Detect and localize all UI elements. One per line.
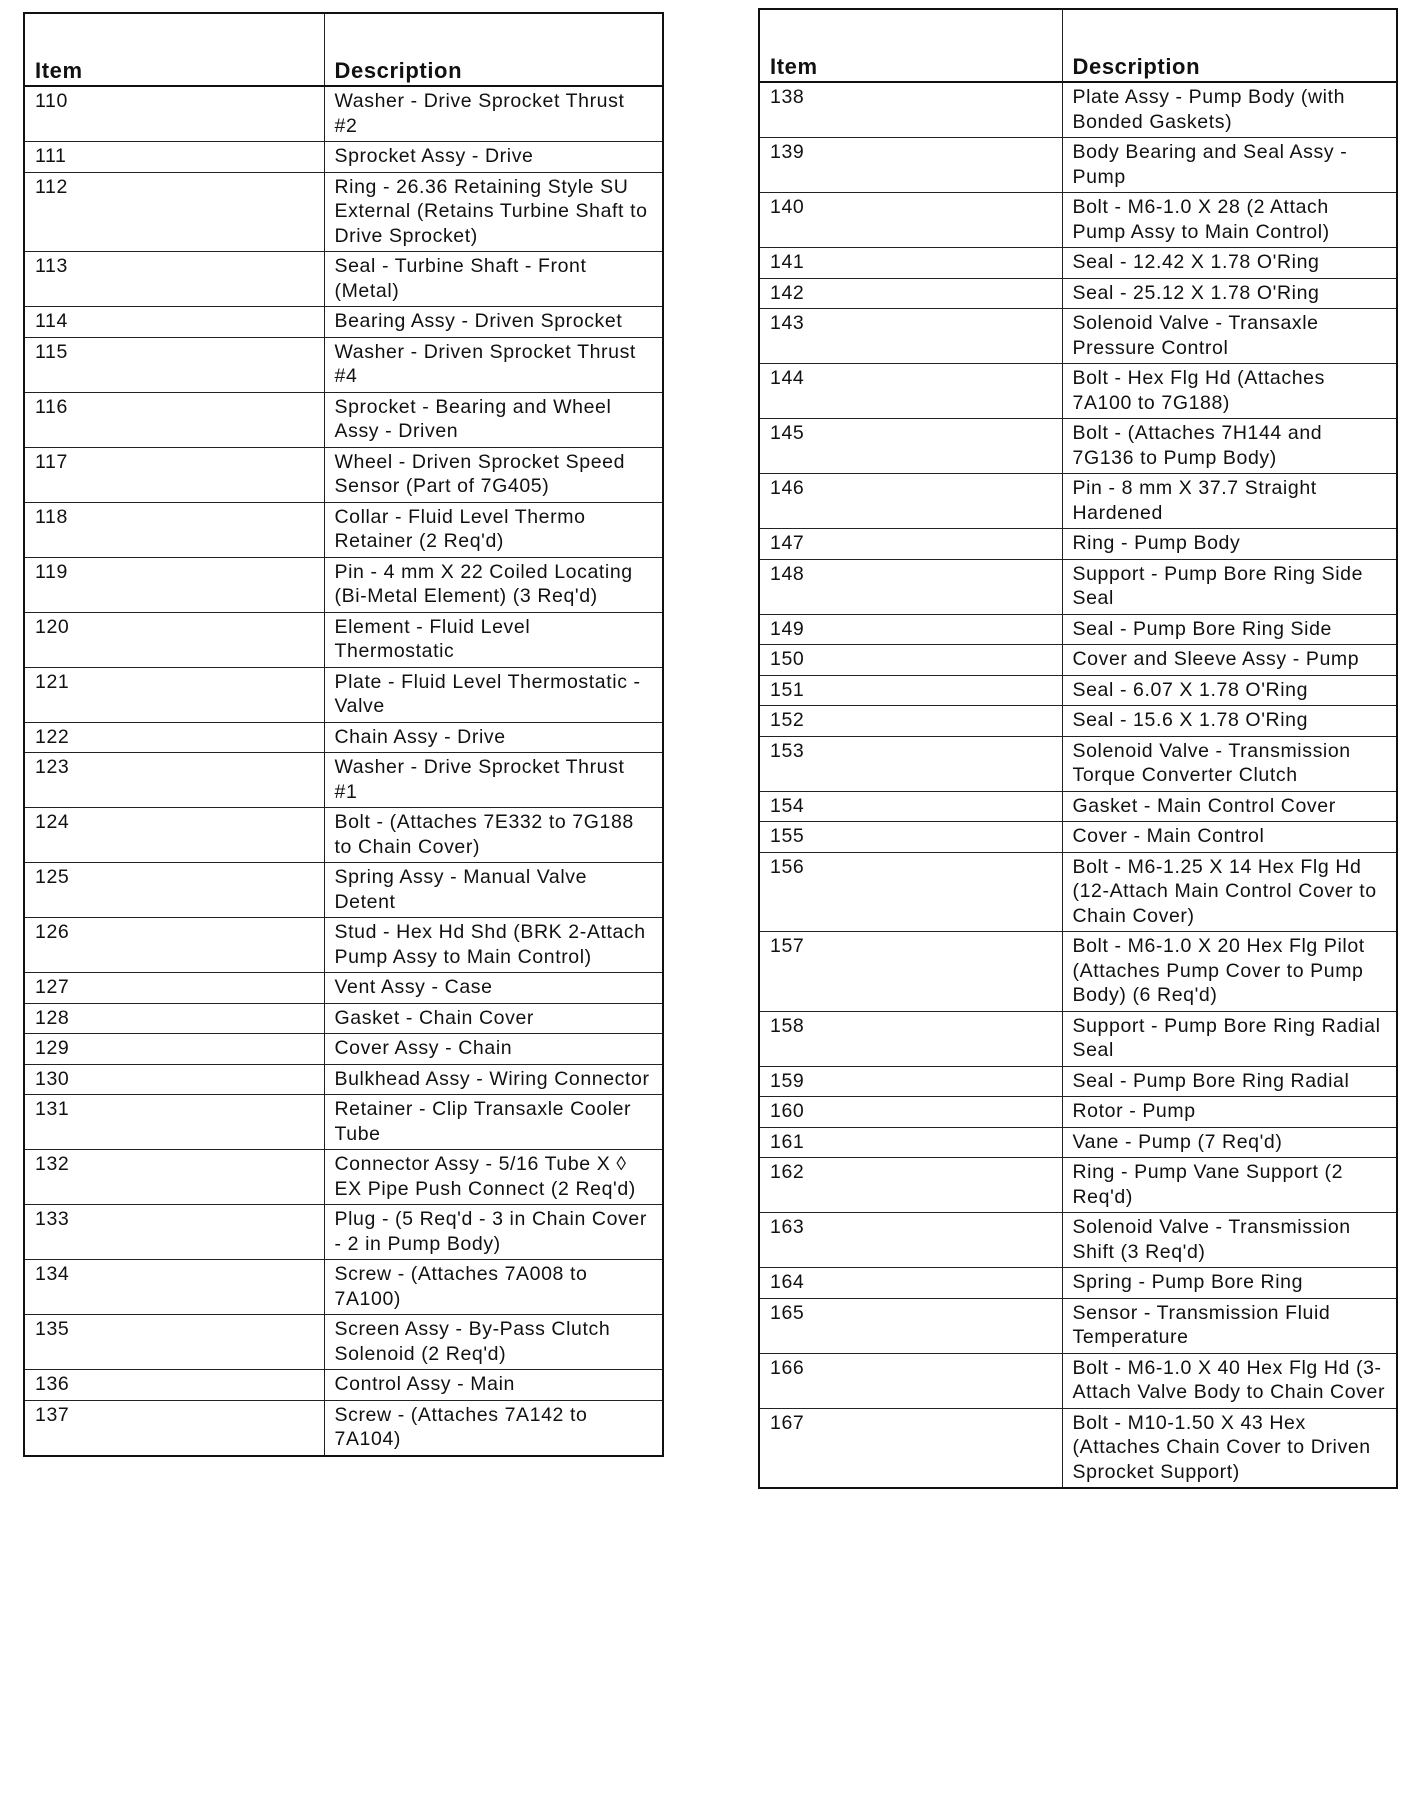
item-description: Cover and Sleeve Assy - Pump	[1062, 645, 1397, 676]
item-number: 127	[24, 973, 324, 1004]
table-row	[24, 612, 663, 667]
item-number: 140	[759, 193, 1062, 248]
column-header-description: Description	[324, 13, 663, 86]
item-description: Bulkhead Assy - Wiring Connector	[324, 1064, 663, 1095]
table-row	[24, 1400, 663, 1456]
item-number: 139	[759, 138, 1062, 193]
item-number: 124	[24, 808, 324, 863]
table-row	[24, 447, 663, 502]
item-description: Bolt - M6-1.0 X 28 (2 Attach Pump Assy to Main Control)	[1062, 193, 1397, 248]
item-number: 141	[759, 248, 1062, 279]
table-row	[24, 86, 663, 142]
item-number: 144	[759, 364, 1062, 419]
item-description: Collar - Fluid Level Thermo Retainer (2 Req'd)	[324, 502, 663, 557]
item-number: 116	[24, 392, 324, 447]
item-description: Bolt - (Attaches 7H144 and 7G136 to Pump Body)	[1062, 419, 1397, 474]
item-number: 117	[24, 447, 324, 502]
item-number: 163	[759, 1213, 1062, 1268]
item-description: Plug - (5 Req'd - 3 in Chain Cover - 2 in Pump Body)	[324, 1205, 663, 1260]
table-row	[24, 142, 663, 173]
item-number: 138	[759, 82, 1062, 138]
item-description: Cover Assy - Chain	[324, 1034, 663, 1065]
table-row	[24, 918, 663, 973]
table-row	[759, 852, 1397, 932]
item-number: 155	[759, 822, 1062, 853]
table-row	[24, 753, 663, 808]
item-number: 137	[24, 1400, 324, 1456]
item-number: 115	[24, 337, 324, 392]
item-number: 147	[759, 529, 1062, 560]
item-number: 154	[759, 791, 1062, 822]
column-header-item: Item	[759, 9, 1062, 82]
table-row	[759, 364, 1397, 419]
item-number: 153	[759, 736, 1062, 791]
item-number: 162	[759, 1158, 1062, 1213]
table-header-row	[759, 9, 1397, 82]
item-description: Pin - 8 mm X 37.7 Straight Hardened	[1062, 474, 1397, 529]
item-number: 151	[759, 675, 1062, 706]
table-row	[759, 529, 1397, 560]
item-description: Rotor - Pump	[1062, 1097, 1397, 1128]
table-row	[24, 1003, 663, 1034]
item-number: 166	[759, 1353, 1062, 1408]
item-description: Body Bearing and Seal Assy - Pump	[1062, 138, 1397, 193]
item-number: 120	[24, 612, 324, 667]
table-row	[759, 822, 1397, 853]
item-description: Solenoid Valve - Transmission Torque Converter Clutch	[1062, 736, 1397, 791]
item-description: Vent Assy - Case	[324, 973, 663, 1004]
item-number: 111	[24, 142, 324, 173]
column-header-description: Description	[1062, 9, 1397, 82]
item-number: 128	[24, 1003, 324, 1034]
table-header-row	[24, 13, 663, 86]
table-row	[759, 645, 1397, 676]
table-row	[24, 1064, 663, 1095]
item-number: 121	[24, 667, 324, 722]
item-number: 113	[24, 252, 324, 307]
table-row	[759, 1213, 1397, 1268]
item-number: 148	[759, 559, 1062, 614]
item-description: Plate Assy - Pump Body (with Bonded Gaskets)	[1062, 82, 1397, 138]
table-row	[759, 1408, 1397, 1488]
table-row	[24, 337, 663, 392]
table-row	[24, 307, 663, 338]
item-description: Pin - 4 mm X 22 Coiled Locating (Bi-Metal Element) (3 Req'd)	[324, 557, 663, 612]
table-row	[759, 1353, 1397, 1408]
item-description: Seal - 15.6 X 1.78 O'Ring	[1062, 706, 1397, 737]
item-description: Bolt - (Attaches 7E332 to 7G188 to Chain Cover)	[324, 808, 663, 863]
table-row	[759, 1127, 1397, 1158]
table-row	[759, 419, 1397, 474]
item-number: 165	[759, 1298, 1062, 1353]
table-row	[759, 193, 1397, 248]
item-number: 122	[24, 722, 324, 753]
item-description: Seal - 12.42 X 1.78 O'Ring	[1062, 248, 1397, 279]
item-description: Washer - Drive Sprocket Thrust #1	[324, 753, 663, 808]
item-description: Plate - Fluid Level Thermostatic - Valve	[324, 667, 663, 722]
table-row	[24, 392, 663, 447]
item-number: 159	[759, 1066, 1062, 1097]
item-number: 156	[759, 852, 1062, 932]
table-row	[24, 1150, 663, 1205]
table-row	[759, 614, 1397, 645]
parts-table-left	[23, 12, 664, 1457]
item-description: Control Assy - Main	[324, 1370, 663, 1401]
table-row	[759, 248, 1397, 279]
item-description: Spring Assy - Manual Valve Detent	[324, 863, 663, 918]
item-description: Cover - Main Control	[1062, 822, 1397, 853]
item-number: 134	[24, 1260, 324, 1315]
item-number: 125	[24, 863, 324, 918]
item-description: Ring - 26.36 Retaining Style SU External (Retains Turbine Shaft to Drive Sprocket)	[324, 172, 663, 252]
table-row	[24, 1370, 663, 1401]
item-description: Sensor - Transmission Fluid Temperature	[1062, 1298, 1397, 1353]
column-header-item: Item	[24, 13, 324, 86]
table-row	[24, 863, 663, 918]
item-description: Solenoid Valve - Transmission Shift (3 Req'd)	[1062, 1213, 1397, 1268]
item-description: Ring - Pump Body	[1062, 529, 1397, 560]
item-description: Screen Assy - By-Pass Clutch Solenoid (2 Req'd)	[324, 1315, 663, 1370]
table-row	[24, 722, 663, 753]
table-row	[759, 1066, 1397, 1097]
table-row	[24, 172, 663, 252]
item-description: Chain Assy - Drive	[324, 722, 663, 753]
table-row	[759, 138, 1397, 193]
table-row	[759, 474, 1397, 529]
item-description: Retainer - Clip Transaxle Cooler Tube	[324, 1095, 663, 1150]
table-row	[759, 1011, 1397, 1066]
item-description: Bearing Assy - Driven Sprocket	[324, 307, 663, 338]
item-description: Ring - Pump Vane Support (2 Req'd)	[1062, 1158, 1397, 1213]
item-description: Screw - (Attaches 7A008 to 7A100)	[324, 1260, 663, 1315]
table-row	[759, 706, 1397, 737]
item-number: 142	[759, 278, 1062, 309]
item-number: 129	[24, 1034, 324, 1065]
item-number: 135	[24, 1315, 324, 1370]
table-row	[24, 1095, 663, 1150]
table-row	[759, 791, 1397, 822]
item-number: 110	[24, 86, 324, 142]
table-row	[24, 667, 663, 722]
table-row	[24, 1034, 663, 1065]
table-row	[759, 1158, 1397, 1213]
item-description: Support - Pump Bore Ring Side Seal	[1062, 559, 1397, 614]
table-row	[24, 808, 663, 863]
item-description: Screw - (Attaches 7A142 to 7A104)	[324, 1400, 663, 1456]
item-description: Vane - Pump (7 Req'd)	[1062, 1127, 1397, 1158]
item-number: 149	[759, 614, 1062, 645]
item-description: Solenoid Valve - Transaxle Pressure Control	[1062, 309, 1397, 364]
table-row	[24, 973, 663, 1004]
table-row	[759, 1097, 1397, 1128]
table-row	[759, 278, 1397, 309]
parts-table-right	[758, 8, 1398, 1489]
item-description: Connector Assy - 5/16 Tube X ◊ EX Pipe Push Connect (2 Req'd)	[324, 1150, 663, 1205]
item-number: 152	[759, 706, 1062, 737]
item-number: 118	[24, 502, 324, 557]
item-number: 132	[24, 1150, 324, 1205]
table-row	[24, 1205, 663, 1260]
item-number: 146	[759, 474, 1062, 529]
item-description: Bolt - M6-1.0 X 40 Hex Flg Hd (3-Attach Valve Body to Chain Cover	[1062, 1353, 1397, 1408]
table-row	[759, 1298, 1397, 1353]
item-number: 136	[24, 1370, 324, 1401]
item-description: Gasket - Main Control Cover	[1062, 791, 1397, 822]
table-row	[24, 1260, 663, 1315]
item-number: 158	[759, 1011, 1062, 1066]
item-description: Sprocket - Bearing and Wheel Assy - Driven	[324, 392, 663, 447]
item-description: Sprocket Assy - Drive	[324, 142, 663, 173]
item-description: Bolt - Hex Flg Hd (Attaches 7A100 to 7G188)	[1062, 364, 1397, 419]
item-number: 123	[24, 753, 324, 808]
item-number: 161	[759, 1127, 1062, 1158]
item-description: Seal - Turbine Shaft - Front (Metal)	[324, 252, 663, 307]
item-description: Spring - Pump Bore Ring	[1062, 1268, 1397, 1299]
item-description: Seal - Pump Bore Ring Side	[1062, 614, 1397, 645]
item-description: Wheel - Driven Sprocket Speed Sensor (Part of 7G405)	[324, 447, 663, 502]
item-description: Stud - Hex Hd Shd (BRK 2-Attach Pump Assy to Main Control)	[324, 918, 663, 973]
item-description: Seal - 6.07 X 1.78 O'Ring	[1062, 675, 1397, 706]
table-row	[24, 557, 663, 612]
item-number: 167	[759, 1408, 1062, 1488]
item-description: Gasket - Chain Cover	[324, 1003, 663, 1034]
item-number: 112	[24, 172, 324, 252]
item-description: Bolt - M6-1.25 X 14 Hex Flg Hd (12-Attach Main Control Cover to Chain Cover)	[1062, 852, 1397, 932]
item-number: 143	[759, 309, 1062, 364]
item-description: Bolt - M6-1.0 X 20 Hex Flg Pilot (Attaches Pump Cover to Pump Body) (6 Req'd)	[1062, 932, 1397, 1012]
item-number: 126	[24, 918, 324, 973]
table-row	[759, 1268, 1397, 1299]
table-row	[759, 736, 1397, 791]
item-number: 150	[759, 645, 1062, 676]
item-description: Washer - Drive Sprocket Thrust #2	[324, 86, 663, 142]
table-row	[24, 252, 663, 307]
item-number: 157	[759, 932, 1062, 1012]
item-number: 145	[759, 419, 1062, 474]
table-row	[759, 82, 1397, 138]
item-number: 131	[24, 1095, 324, 1150]
item-number: 164	[759, 1268, 1062, 1299]
item-description: Washer - Driven Sprocket Thrust #4	[324, 337, 663, 392]
table-row	[759, 309, 1397, 364]
table-row	[759, 932, 1397, 1012]
item-number: 119	[24, 557, 324, 612]
table-row	[24, 1315, 663, 1370]
item-description: Seal - 25.12 X 1.78 O'Ring	[1062, 278, 1397, 309]
item-number: 133	[24, 1205, 324, 1260]
table-row	[24, 502, 663, 557]
item-description: Element - Fluid Level Thermostatic	[324, 612, 663, 667]
item-number: 130	[24, 1064, 324, 1095]
table-row	[759, 675, 1397, 706]
item-description: Bolt - M10-1.50 X 43 Hex (Attaches Chain Cover to Driven Sprocket Support)	[1062, 1408, 1397, 1488]
item-description: Support - Pump Bore Ring Radial Seal	[1062, 1011, 1397, 1066]
table-row	[759, 559, 1397, 614]
item-number: 160	[759, 1097, 1062, 1128]
item-description: Seal - Pump Bore Ring Radial	[1062, 1066, 1397, 1097]
item-number: 114	[24, 307, 324, 338]
